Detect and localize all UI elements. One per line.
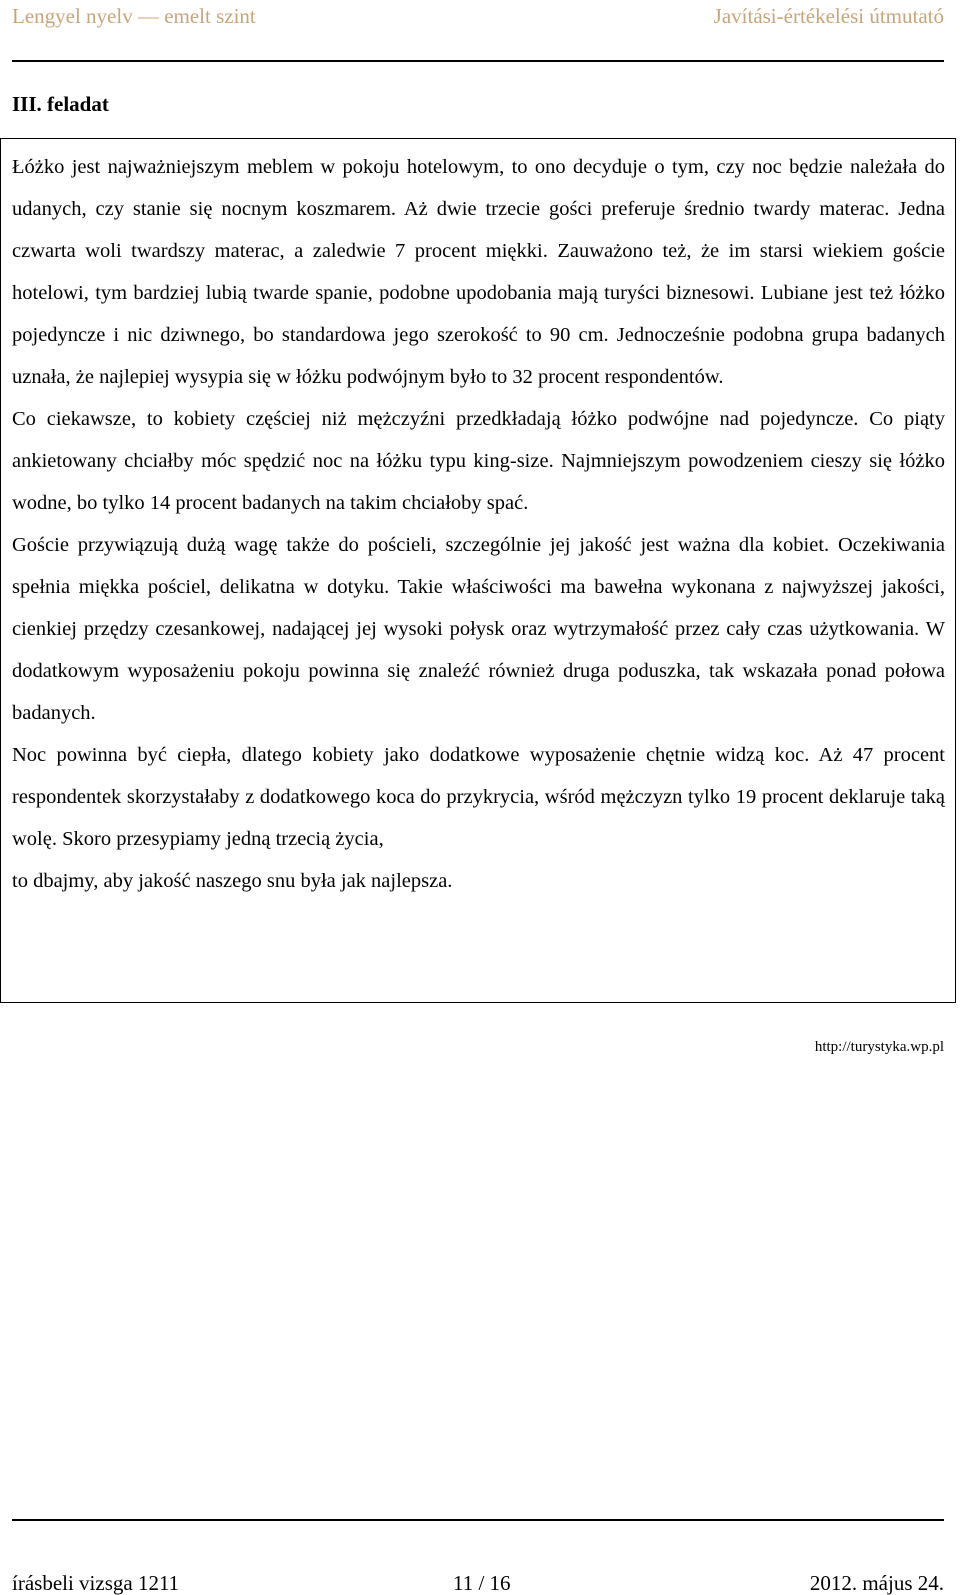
header-guide-title: Javítási-értékelési útmutató — [713, 4, 944, 28]
task-title: III. feladat — [12, 92, 109, 116]
footer-exam-code: írásbeli vizsga 1211 — [12, 1571, 180, 1595]
text-paragraph-1: Łóżko jest najważniejszym meblem w pokoju hotelowym, to ono decyduje o tym, czy noc będzie należała do udanych, czy stanie się nocnym koszmarem. Aż dwie trzecie gości preferuje średnio twardy materac. Jedna czwarta woli twardszy materac, a zaledwie 7 procent miękki. Zauważono też, że im starsi wiekiem goście hotelowi, tym bardziej lubią twarde spanie, podobne upodobania mają turyści biznesowi. Lubiane jest też łóżko pojedyncze i nic dziwnego, bo standardowa jego szerokość to 90 cm. Jednocześnie podobna grupa badanych uznała, że najlepiej wysypia się w łóżku podwójnym było to 32 procent respondentów. — [12, 156, 945, 388]
reading-text-box — [0, 138, 956, 1003]
footer-page-number: 11 / 16 — [453, 1571, 511, 1595]
text-paragraph-5: to dbajmy, aby jakość naszego snu była jak najlepsza. — [12, 870, 453, 892]
text-paragraph-4: Noc powinna być ciepła, dlatego kobiety jako dodatkowe wyposażenie chętnie widzą koc. Aż 47 procent respondentek skorzystałaby z dodatkowego koca do przykrycia, wśród mężczyzn tylko 19 procent deklaruje taką wolę. Skoro przesypiamy jedną trzecią życia, — [12, 744, 945, 850]
header-subject: Lengyel nyelv — emelt szint — [12, 4, 256, 28]
footer-date: 2012. május 24. — [809, 1571, 944, 1595]
source-url: http://turystyka.wp.pl — [814, 1039, 944, 1055]
text-paragraph-2: Co ciekawsze, to kobiety częściej niż mężczyźni przedkładają łóżko podwójne nad pojedyncze. Co piąty ankietowany chciałby móc spędzić noc na łóżku typu king-size. Najmniejszym powodzeniem cieszy się łóżko wodne, bo tylko 14 procent badanych na takim chciałoby spać. — [12, 408, 945, 514]
page-footer — [12, 1519, 944, 1595]
text-paragraph-3: Goście przywiązują dużą wagę także do pościeli, szczególnie jej jakość jest ważna dla kobiet. Oczekiwania spełnia miękka pościel, delikatna w dotyku. Takie właściwości ma bawełna wykonana z najwyższej jakości, cienkiej przędzy czesankowej, nadającej jej wysoki połysk oraz wytrzymałość przez cały czas użytkowania. W dodatkowym wyposażeniu pokoju powinna się znaleźć również druga poduszka, tak wskazała ponad połowa badanych. — [12, 534, 945, 724]
page-header — [12, 0, 944, 62]
